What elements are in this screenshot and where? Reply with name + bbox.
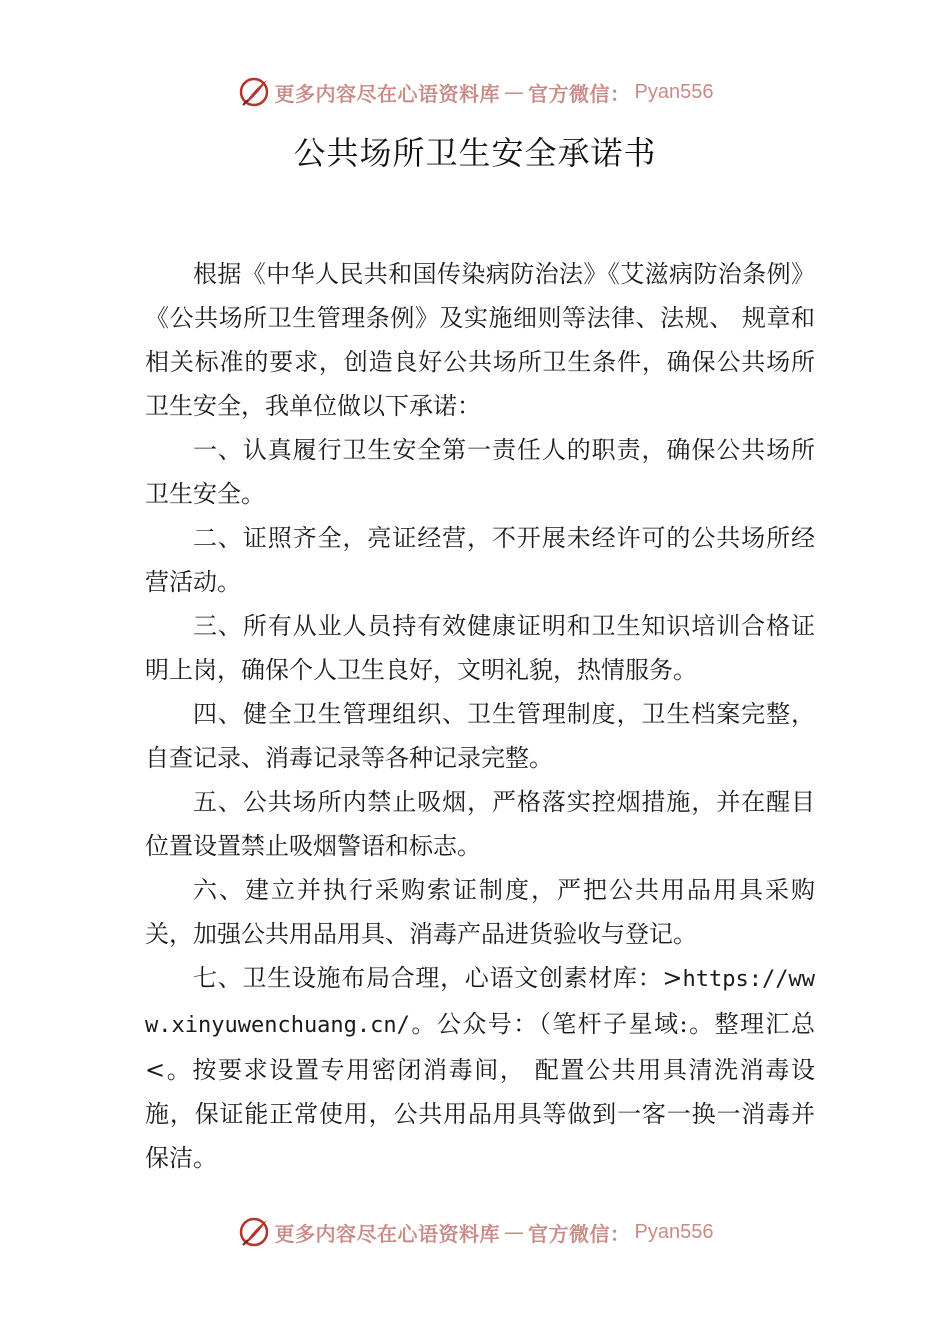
quill-logo-icon [237, 75, 271, 109]
watermark-text: 更多内容尽在心语资料库 [274, 81, 501, 106]
watermark-label: 官方微信： [528, 1221, 631, 1246]
watermark-id: Pyan556 [634, 1220, 714, 1243]
paragraph-item-1: 一、认真履行卫生安全第一责任人的职责，确保公共场所卫生安全。 [145, 436, 815, 508]
paragraph-intro: 根据《中华人民共和国传染病防治法》《艾滋病防治条例》《公共场所卫生管理条例》及实施细则等法律、法规、 规章和相关标准的要求，创造良好公共场所卫生条件，确保公共场所卫生安全，我单位做以下承诺： [145, 260, 815, 420]
paragraph-item-7 [145, 956, 815, 1180]
watermark-id: Pyan556 [634, 80, 714, 103]
item-7-text-b: 。公众号：（笔杆子星域:。整理汇总<。按要求设置专用密闭消毒间， 配置公共用具清洗消毒设施，保证能正常使用，公共用品用具等做到一客一换一消毒并保洁。 [145, 1010, 815, 1172]
watermark-separator: — [504, 1220, 525, 1244]
watermark-label: 官方微信： [528, 81, 631, 106]
watermark-separator: — [504, 80, 525, 104]
paragraph-item-4: 四、健全卫生管理组织、卫生管理制度，卫生档案完整，自查记录、消毒记录等各种记录完整。 [145, 700, 815, 772]
header-watermark [0, 72, 950, 112]
watermark-text: 更多内容尽在心语资料库 [274, 1221, 501, 1246]
paragraph-item-6: 六、建立并执行采购索证制度，严把公共用品用具采购关，加强公共用品用具、消毒产品进货验收与登记。 [145, 876, 815, 948]
paragraph-item-2: 二、证照齐全，亮证经营，不开展未经许可的公共场所经营活动。 [145, 524, 815, 596]
paragraph-item-5: 五、公共场所内禁止吸烟，严格落实控烟措施，并在醒目位置设置禁止吸烟警语和标志。 [145, 788, 815, 860]
paragraph-item-3: 三、所有从业人员持有效健康证明和卫生知识培训合格证明上岗，确保个人卫生良好，文明礼貌，热情服务。 [145, 612, 815, 684]
item-7-url: https://www.xinyuwenchuang.cn/ [145, 967, 815, 1038]
footer-watermark [0, 1212, 950, 1252]
document-title: 公共场所卫生安全承诺书 [293, 134, 657, 172]
document-body [145, 252, 815, 1180]
quill-logo-icon [237, 1215, 271, 1249]
item-7-text-a: 七、卫生设施布局合理，心语文创素材库：> [193, 964, 683, 992]
